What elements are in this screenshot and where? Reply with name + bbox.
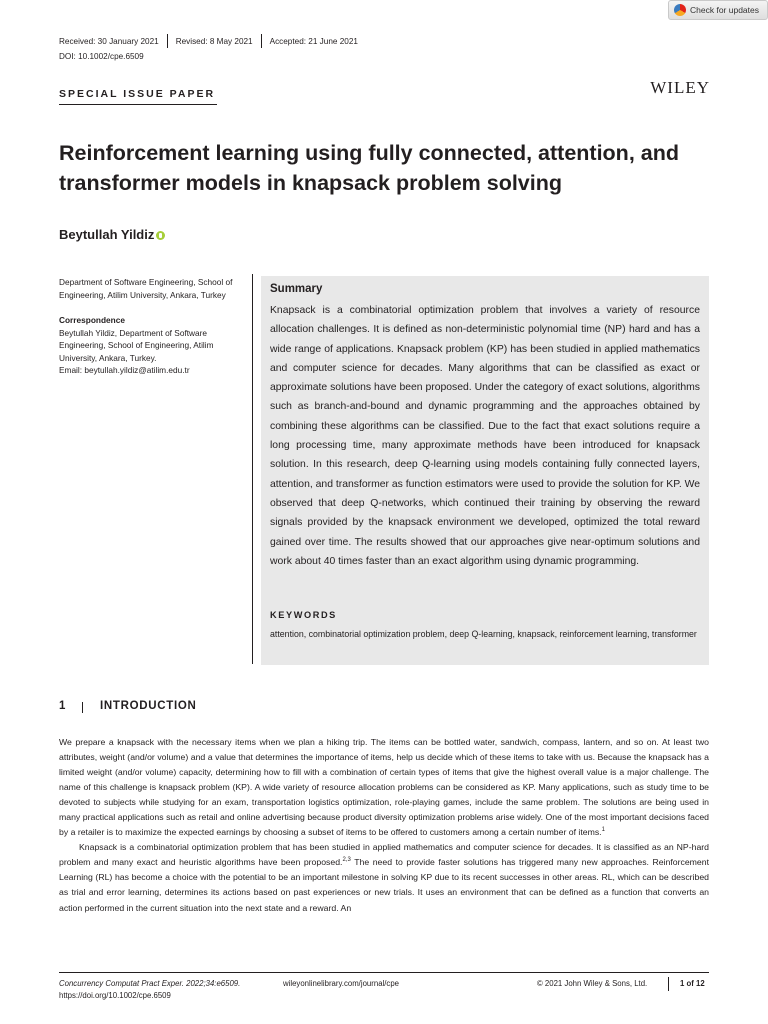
correspondence-heading: Correspondence: [59, 315, 125, 325]
check-for-updates-button[interactable]: [668, 0, 768, 20]
paragraph: [59, 735, 709, 840]
author: [59, 227, 165, 242]
section-divider: [82, 702, 83, 713]
correspondence-email[interactable]: Email: beytullah.yildiz@atilim.edu.tr: [59, 364, 190, 375]
revised-date: Revised: 8 May 2021: [175, 36, 253, 46]
paragraph-text: We prepare a knapsack with the necessary items when we plan a hiking trip. The items can be bottled water, sandwich, compass, lantern, and so on. At least two attributes, weight (and/or volume) and a value that determines the importance of items, help us decide which of these items to take with us. Because the knapsack has a limited weight (and/or volume) capacity, determining how to fill with a combination of certain types of items that give the highest overall value is a major challenge. The name of this challenge is knapsack problem (KP). A wide variety of resource allocation problems can be considered as KP. Many applications, such as study time to be devoted to subjects while studying for an exam, transportation logistics optimization, role-playing games, include the same problem. The solutions are being used in many practical applications such as retail and online advertising because product diversity optimization problems arise widely. One of the most important decisions faced by a retailer is to maximize the expected earnings by choosing a subset of items to be offered to customers among a certain number of items.: [59, 737, 709, 838]
doi: DOI: 10.1002/cpe.6509: [59, 52, 144, 61]
footer-copyright: © 2021 John Wiley & Sons, Ltd.: [537, 979, 648, 988]
correspondence-address: Beytullah Yildiz, Department of Software Engineering, School of Engineering, Atilim University, Ankara, Turkey.: [59, 328, 214, 363]
keywords-text: attention, combinatorial optimization problem, deep Q-learning, knapsack, reinforcement learning, transformer: [270, 629, 697, 639]
received-date: Received: 30 January 2021: [59, 36, 159, 46]
page-number: 1 of 12: [680, 979, 705, 988]
crossmark-icon: [674, 4, 686, 16]
orcid-icon[interactable]: [156, 231, 165, 240]
footer-divider: [668, 977, 669, 991]
citation-ref[interactable]: 2,3: [342, 857, 351, 864]
paragraph-text: The need to provide faster solutions has triggered many new approaches. Reinforcement Learning (RL) has become a choice with the potential to be an important milestone in solving KP due to its recent successes in other areas. RL, which can be described as trial and error learning, determines its actions based on past experiences or new trials. It uses an environment that can be defined as a function that converts an action performed in the current situation into the next state and a reward. An: [59, 857, 709, 913]
paragraph-text: Knapsack is a combinatorial optimization problem that has been studied in applied mathematics and computer science for decades. It is classified as an NP-hard problem and many exact and heuristic algorithms have been proposed.: [59, 842, 709, 868]
paper-title: Reinforcement learning using fully connected, attention, and transformer models in knapsack problem solving: [59, 141, 679, 195]
footer-journal: Concurrency Computat Pract Exper. 2022;34:e6509.: [59, 979, 241, 988]
paragraph: [59, 840, 709, 915]
accepted-date: Accepted: 21 June 2021: [269, 36, 358, 46]
section-title: INTRODUCTION: [100, 700, 197, 712]
check-for-updates-label: Check for updates: [690, 5, 759, 15]
divider: [261, 34, 262, 48]
body-text: [59, 735, 709, 916]
footer-doi-link[interactable]: https://doi.org/10.1002/cpe.6509: [59, 991, 171, 1000]
section-label-underline: [59, 104, 217, 105]
summary-text: Knapsack is a combinatorial optimization problem that involves a variety of resource allocation challenges. It is defined as non-deterministic polynomial time (NP) hard and has a wide range of applications. Knapsack problem (KP) has been studied in applied mathematics and computer science for decades. Many algorithms that can be classified as exact or approximate solutions have been proposed. Under the category of exact solutions, algorithms such as branch-and-bound and dynamic programming and the approaches obtained by combining these algorithms can be classified. Due to the fact that exact solutions require a long processing time, many approximate methods have been introduced for knapsack solution. In this research, deep Q-learning using models containing fully connected layers, attention, and transformer as function estimators were used to provide the solution for KP. We observed that deep Q-networks, which continued their training by observing the reward signals provided by the knapsack environment we developed, optimized the total reward gained over time. The results showed that our approaches give near-optimum solutions and work about 40 times faster than an exact algorithm using dynamic programming.: [270, 305, 700, 567]
summary-heading: Summary: [270, 283, 323, 295]
author-name: Beytullah Yildiz: [59, 227, 155, 242]
column-divider: [252, 274, 253, 664]
publication-dates: [59, 34, 358, 48]
affiliation: Department of Software Engineering, School of Engineering, Atilim University, Ankara, Turkey: [59, 277, 233, 300]
correspondence: [59, 327, 249, 376]
publisher-logo: WILEY: [650, 78, 710, 97]
citation-ref[interactable]: 1: [601, 827, 605, 834]
section-label: SPECIAL ISSUE PAPER: [59, 88, 216, 100]
section-number: 1: [59, 700, 66, 712]
footer-rule: [59, 972, 709, 973]
keywords-heading: KEYWORDS: [270, 610, 337, 620]
footer-site-link[interactable]: wileyonlinelibrary.com/journal/cpe: [283, 979, 399, 988]
divider: [167, 34, 168, 48]
